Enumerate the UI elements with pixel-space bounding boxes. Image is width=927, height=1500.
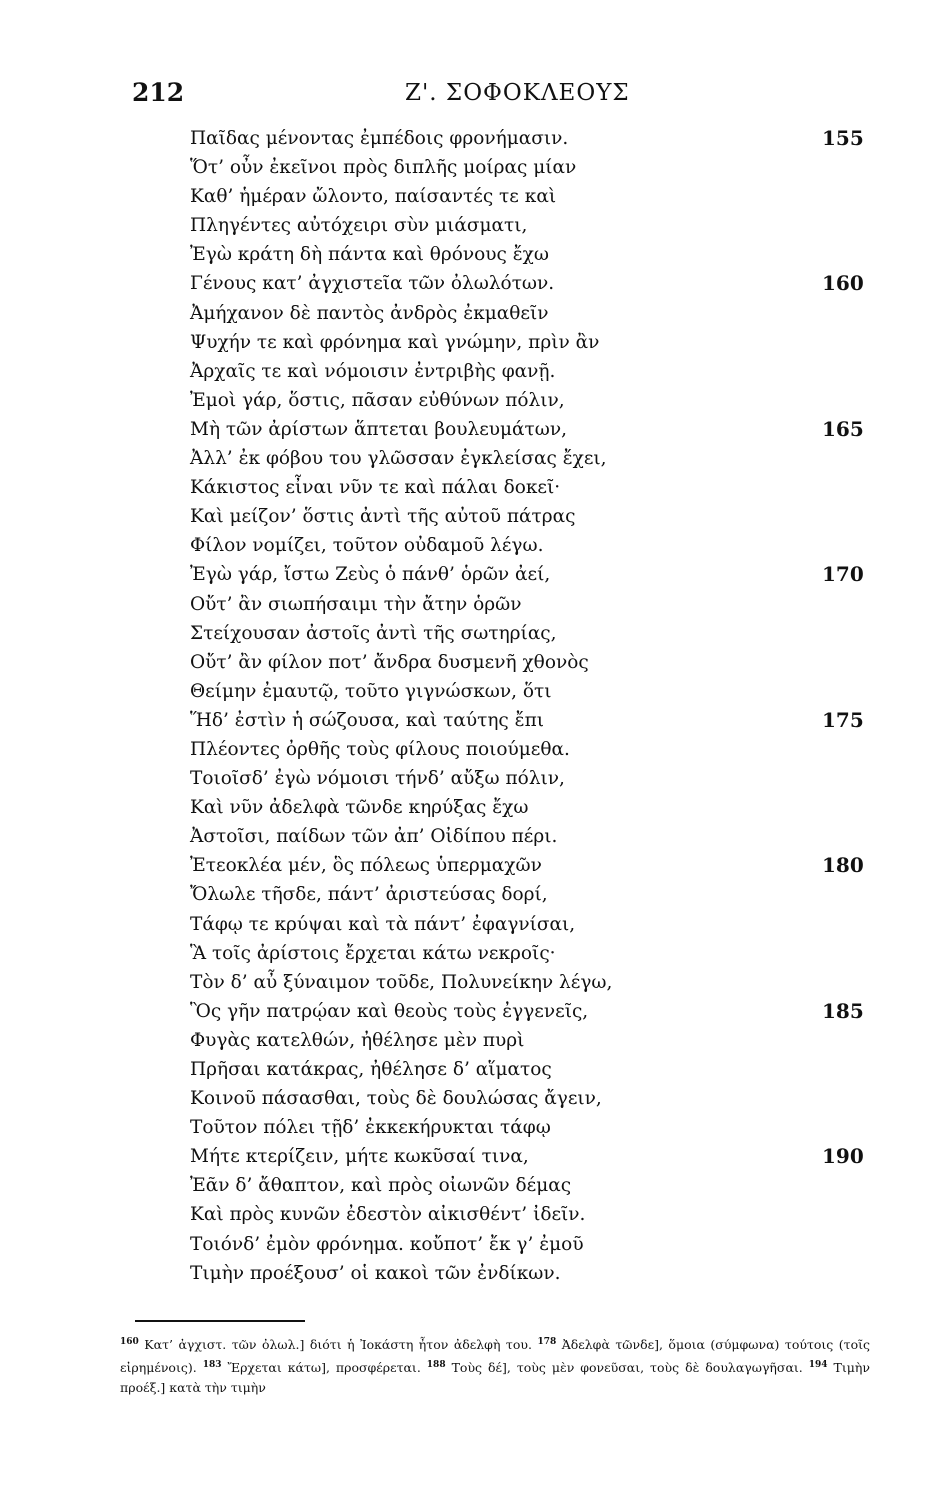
verse-line — [190, 997, 870, 1026]
footnote-paragraph — [120, 1332, 870, 1398]
running-head: Ζ'. ΣΟΦΟΚΛΕΟΥΣ — [405, 80, 630, 106]
verse-text: Μήτε κτερίζειν, μήτε κωκῦσαί τινα, — [190, 1146, 529, 1168]
line-number: 160 — [822, 271, 864, 296]
footnote-number: 160 — [120, 1337, 139, 1347]
verse-line — [190, 1200, 870, 1229]
verse-line — [190, 473, 870, 502]
verse-text: Ἀρχαῖς τε καὶ νόμοισιν ἐντριβὴς φανῇ. — [190, 360, 556, 382]
line-number: 175 — [822, 707, 864, 732]
verse-text: Φυγὰς κατελθών, ἠθέλησε μὲν πυρὶ — [190, 1029, 525, 1051]
verse-line — [190, 182, 870, 211]
footnote-text: Τοὺς δέ], τοὺς μὲν φονεῦσαι, τοὺς δὲ δουλαγωγῆσαι. — [451, 1360, 803, 1376]
verse-text: Κάκιστος εἶναι νῦν τε καὶ πάλαι δοκεῖ· — [190, 477, 561, 499]
verse-text: Καὶ μείζον’ ὅστις ἀντὶ τῆς αὐτοῦ πάτρας — [190, 506, 576, 528]
verse-text: Τὸν δ’ αὖ ξύναιμον τοῦδε, Πολυνείκην λέγω, — [190, 971, 613, 993]
verse-text: Μὴ τῶν ἀρίστων ἅπτεται βουλευμάτων, — [190, 418, 567, 440]
verse-text: Πληγέντες αὐτόχειρι σὺν μιάσματι, — [190, 215, 528, 237]
verse-text: Ἐμοὶ γάρ, ὅστις, πᾶσαν εὐθύνων πόλιν, — [190, 389, 565, 411]
verse-text: Ἀστοῖσι, παίδων τῶν ἀπ’ Οἰδίπου πέρι. — [190, 826, 558, 848]
verse-text: Ἀμήχανον δὲ παντὸς ἀνδρὸς ἐκμαθεῖν — [190, 302, 549, 324]
footnotes — [120, 1332, 870, 1398]
verse-text: Τοιόνδ’ ἐμὸν φρόνημα. κοὔποτ’ ἔκ γ’ ἐμοῦ — [190, 1233, 584, 1255]
verse-line — [190, 328, 870, 357]
verse-text: Κοινοῦ πάσασθαι, τοὺς δὲ δουλώσας ἄγειν, — [190, 1088, 602, 1110]
page-number: 212 — [132, 78, 185, 107]
verse-line — [190, 910, 870, 939]
footnote — [203, 1360, 421, 1375]
line-number: 165 — [822, 416, 864, 441]
verse-text: Ἃ τοῖς ἀρίστοις ἔρχεται κάτω νεκροῖς· — [190, 942, 556, 964]
verse-line — [190, 386, 870, 415]
verse-text: Καθ’ ἡμέραν ὤλοντο, παίσαντές τε καὶ — [190, 186, 557, 208]
verse-text: Παῖδας μένοντας ἐμπέδοις φρονήμασιν. — [190, 128, 569, 149]
footnote-text: Κατ’ ἀγχιστ. τῶν ὀλωλ.] διότι ἡ Ἰοκάστη ἦτον ἀδελφὴ του. — [144, 1337, 532, 1353]
verse-text: Ἀλλ’ ἐκ φόβου του γλῶσσαν ἐγκλείσας ἔχει, — [190, 448, 607, 470]
verse-line — [190, 648, 870, 677]
footnote-text: Τιμὴν προέξ.] κατὰ τὴν τιμὴν — [120, 1360, 870, 1396]
verse-line — [190, 880, 870, 909]
footnote-number: 178 — [537, 1337, 557, 1347]
verse-line — [190, 124, 870, 153]
verse-line — [190, 444, 870, 473]
verse-line — [190, 706, 870, 735]
verse-line — [190, 968, 870, 997]
verse-text: Ὃς γῆν πατρῴαν καὶ θεοὺς τοὺς ἐγγενεῖς, — [190, 1000, 589, 1022]
verse-line — [190, 1113, 870, 1142]
page-header — [132, 78, 852, 114]
verse-line — [190, 357, 870, 386]
verse-text: Ἐγὼ γάρ, ἴστω Ζεὺς ὁ πάνθ’ ὁρῶν ἀεί, — [190, 564, 551, 586]
verse-line — [190, 153, 870, 182]
verse-line — [190, 939, 870, 968]
verse-text: Γένους κατ’ ἀγχιστεῖα τῶν ὀλωλότων. — [190, 273, 555, 295]
verse-text: Ὄλωλε τῆσδε, πάντ’ ἀριστεύσας δορί, — [190, 884, 548, 906]
line-number: 185 — [822, 998, 864, 1023]
verse-text: Καὶ πρὸς κυνῶν ἐδεστὸν αἰκισθέντ’ ἰδεῖν. — [190, 1204, 586, 1226]
verse-line — [190, 1026, 870, 1055]
verse-text: Καὶ νῦν ἀδελφὰ τῶνδε κηρύξας ἔχω — [190, 797, 529, 819]
verse-line — [190, 211, 870, 240]
footnote-number: 194 — [808, 1360, 828, 1371]
verse-line — [190, 1055, 870, 1084]
line-number: 155 — [822, 126, 864, 150]
verse-line — [190, 1171, 870, 1200]
footnote-text: Ἀδελφὰ τῶνδε], ὅμοια (σύμφωνα) τούτοις (τοῖς εἰρημένοις). — [120, 1337, 870, 1376]
verse-line — [190, 1259, 870, 1288]
verse-text: Ἥδ’ ἐστὶν ἡ σώζουσα, καὶ ταύτης ἔπι — [190, 709, 544, 731]
line-number: 180 — [822, 853, 864, 878]
footnote — [427, 1360, 803, 1375]
verse-line — [190, 793, 870, 822]
line-number: 190 — [822, 1144, 864, 1169]
verse-text: Οὔτ’ ἂν σιωπήσαιμι τὴν ἄτην ὁρῶν — [190, 593, 522, 615]
verse-text: Ψυχήν τε καὶ φρόνημα καὶ γνώμην, πρὶν ἂν — [190, 331, 600, 353]
verse-line — [190, 269, 870, 298]
verse-line — [190, 299, 870, 328]
footnote-number: 188 — [426, 1360, 446, 1371]
verse-line — [190, 619, 870, 648]
verse-text: Φίλον νομίζει, τοῦτον οὐδαμοῦ λέγω. — [190, 535, 544, 557]
verse-text: Πλέοντες ὀρθῆς τοὺς φίλους ποιούμεθα. — [190, 738, 570, 760]
footnote-number: 183 — [202, 1360, 222, 1371]
verse-text: Τοιοῖσδ’ ἐγὼ νόμοισι τήνδ’ αὔξω πόλιν, — [190, 768, 565, 790]
verse-line — [190, 822, 870, 851]
verse-line — [190, 851, 870, 880]
verse-block — [190, 124, 870, 1288]
verse-line — [190, 590, 870, 619]
verse-line — [190, 415, 870, 444]
verse-text: Τιμὴν προέξουσ’ οἱ κακοὶ τῶν ἐνδίκων. — [190, 1262, 561, 1284]
verse-text: Πρῆσαι κατάκρας, ἠθέλησε δ’ αἵματος — [190, 1059, 552, 1080]
line-number: 170 — [822, 562, 864, 587]
verse-line — [190, 240, 870, 269]
verse-line — [190, 735, 870, 764]
verse-text: Ὅτ’ οὖν ἐκεῖνοι πρὸς διπλῆς μοίρας μίαν — [190, 157, 577, 179]
verse-line — [190, 531, 870, 560]
verse-text: Ἐᾶν δ’ ἄθαπτον, καὶ πρὸς οἰωνῶν δέμας — [190, 1175, 572, 1197]
verse-line — [190, 677, 870, 706]
verse-line — [190, 764, 870, 793]
verse-line — [190, 1230, 870, 1259]
verse-line — [190, 1142, 870, 1171]
footnote-rule — [135, 1320, 305, 1322]
footnote — [120, 1337, 532, 1352]
verse-text: Ἐτεοκλέα μέν, ὃς πόλεως ὑπερμαχῶν — [190, 855, 542, 877]
verse-line — [190, 1084, 870, 1113]
verse-line — [190, 560, 870, 589]
footnote-text: Ἔρχεται κάτω], προσφέρεται. — [227, 1360, 421, 1376]
verse-text: Στείχουσαν ἀστοῖς ἀντὶ τῆς σωτηρίας, — [190, 622, 557, 644]
verse-text: Οὔτ’ ἂν φίλον ποτ’ ἄνδρα δυσμενῆ χθονὸς — [190, 651, 589, 673]
verse-text: Τάφῳ τε κρύψαι καὶ τὰ πάντ’ ἐφαγνίσαι, — [190, 913, 576, 935]
verse-line — [190, 502, 870, 531]
verse-text: Θείμην ἐμαυτῷ, τοῦτο γιγνώσκων, ὅτι — [190, 680, 552, 702]
verse-text: Τοῦτον πόλει τῇδ’ ἐκκεκήρυκται τάφῳ — [190, 1117, 551, 1139]
verse-text: Ἐγὼ κράτη δὴ πάντα καὶ θρόνους ἔχω — [190, 244, 549, 266]
